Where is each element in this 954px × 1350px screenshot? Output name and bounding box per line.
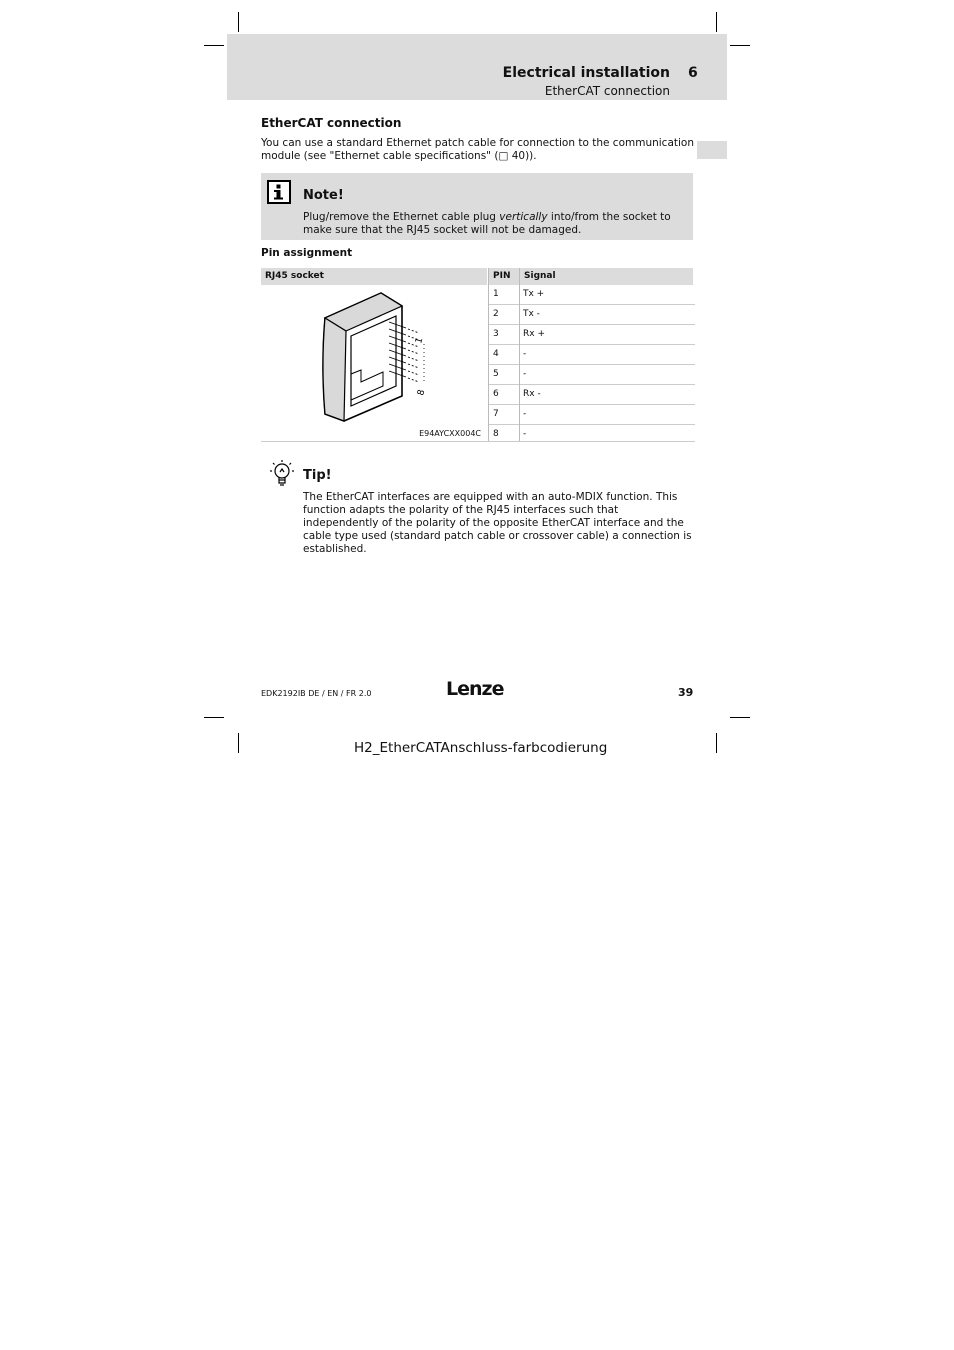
table-row-pin: 1 xyxy=(489,286,519,305)
crop-mark xyxy=(716,733,717,753)
crop-mark xyxy=(204,717,224,718)
column-header-signal: Signal xyxy=(520,268,693,285)
lightbulb-icon xyxy=(265,458,297,494)
section-title: EtherCAT connection xyxy=(261,116,402,130)
page-number: 39 xyxy=(678,686,694,699)
crop-mark xyxy=(238,733,239,753)
lenze-logo: Lenze xyxy=(446,678,504,700)
chapter-tab-marker xyxy=(697,141,727,159)
table-row-pin: 6 xyxy=(489,386,519,405)
table-row-signal: - xyxy=(520,346,695,365)
crop-mark xyxy=(716,12,717,32)
table-row-signal: Rx + xyxy=(520,326,695,345)
crop-mark xyxy=(238,12,239,32)
pin-assignment-title: Pin assignment xyxy=(261,247,353,259)
note-text: Plug/remove the Ethernet cable plug vertically into/from the socket to make sure that the RJ45 socket will not be damaged. xyxy=(303,211,671,236)
figure-code: E94AYCXX004C xyxy=(419,429,481,438)
table-row-signal: - xyxy=(523,429,527,439)
table-row-signal: - xyxy=(520,406,695,425)
pin-label-1: 1 xyxy=(414,336,426,345)
table-bottom-rule xyxy=(261,441,695,442)
table-row-signal: Tx - xyxy=(520,306,695,325)
table-row-pin: 2 xyxy=(489,306,519,325)
note-title: Note! xyxy=(303,188,344,203)
table-row-pin: 3 xyxy=(489,326,519,345)
note-box xyxy=(261,173,693,240)
crop-mark xyxy=(730,717,750,718)
table-row-pin: 5 xyxy=(489,366,519,385)
column-header-socket: RJ45 socket xyxy=(261,268,487,285)
image-caption: H2_EtherCATAnschluss-farbcodierung xyxy=(354,740,608,756)
rj45-socket-figure xyxy=(261,286,487,441)
rj45-socket-drawing xyxy=(261,286,487,436)
chapter-subtitle: EtherCAT connection xyxy=(544,84,670,98)
table-row-pin: 7 xyxy=(489,406,519,425)
table-row-signal: Rx - xyxy=(520,386,695,405)
table-row-pin: 8 xyxy=(493,429,499,439)
footer-doc-id: EDK2192IB DE / EN / FR 2.0 xyxy=(261,689,372,698)
column-header-pin: PIN xyxy=(489,268,519,285)
crop-mark xyxy=(730,45,750,46)
pin-label-8: 8 xyxy=(416,388,428,397)
table-row-pin: 4 xyxy=(489,346,519,365)
section-paragraph: You can use a standard Ethernet patch cable for connection to the communication module (see "Ethernet cable specifications" (□ 40)). xyxy=(261,137,694,162)
table-row-signal: - xyxy=(520,366,695,385)
tip-text: The EtherCAT interfaces are equipped with an auto-MDIX function. This function adapts the polarity of the RJ45 interfaces such that independently of the polarity of the opposite EtherCAT interface and the cable type used (standard patch cable or crossover cable) a connection is established. xyxy=(303,491,692,555)
chapter-number: 6 xyxy=(688,65,698,81)
crop-mark xyxy=(204,45,224,46)
tip-title: Tip! xyxy=(303,468,332,483)
info-icon xyxy=(267,180,291,204)
table-row-signal: Tx + xyxy=(520,286,695,305)
chapter-title: Electrical installation xyxy=(502,65,670,81)
